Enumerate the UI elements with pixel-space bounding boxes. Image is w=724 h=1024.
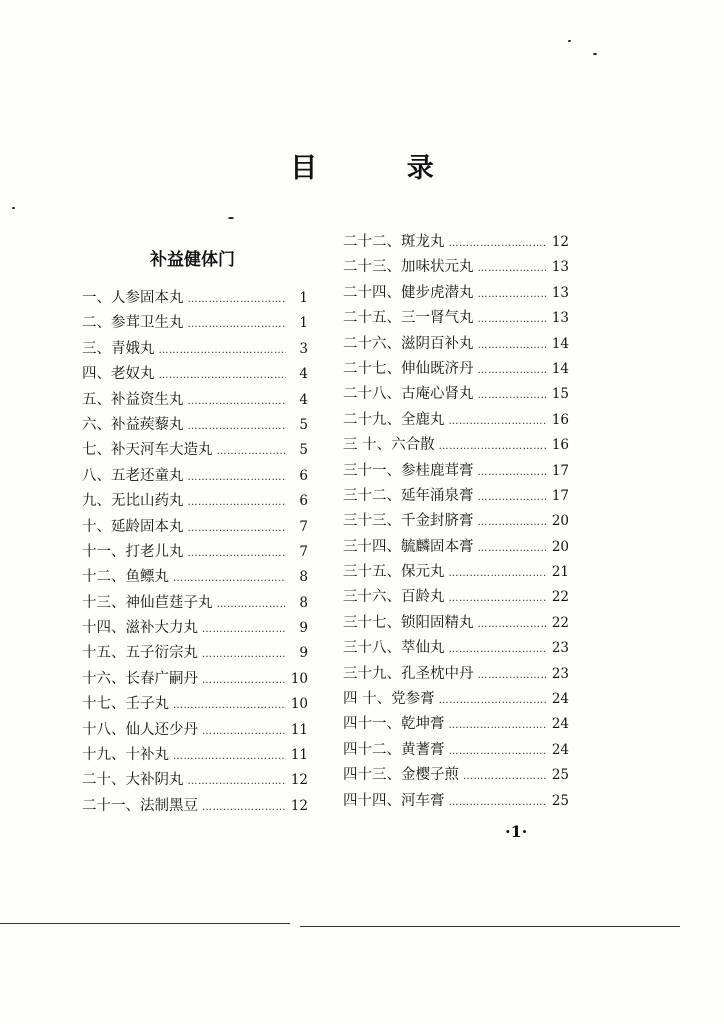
- toc-entry-title: 补益资生丸: [111, 391, 184, 408]
- toc-entry: [82, 540, 308, 565]
- toc-entry-page: 14: [551, 360, 569, 377]
- toc-entry-page: 10: [290, 696, 308, 713]
- toc-entry: [343, 306, 569, 331]
- toc-right-column: [343, 230, 569, 814]
- toc-entry: [82, 337, 308, 362]
- toc-entry-page: 25: [551, 792, 569, 809]
- toc-entry-title: 滋补大力丸: [125, 620, 198, 637]
- toc-entry: [82, 286, 308, 311]
- toc-entry: [343, 738, 569, 763]
- toc-entry-page: 20: [551, 538, 569, 555]
- toc-entry-title: 黄蓍膏: [401, 741, 445, 758]
- toc-entry: [82, 388, 308, 413]
- toc-entry-page: 12: [290, 772, 308, 789]
- toc-entry: [343, 535, 569, 560]
- dot-leader: [478, 340, 548, 351]
- toc-entry-title: 毓麟固本膏: [401, 538, 474, 555]
- toc-entry-number: 十八、: [82, 721, 126, 738]
- section-heading: 补益健体门: [150, 250, 235, 270]
- dot-leader: [217, 446, 287, 457]
- toc-entry-title: 鱼鳔丸: [125, 569, 169, 586]
- toc-entry: [343, 332, 569, 357]
- toc-entry-title: 打老儿丸: [125, 543, 184, 560]
- toc-entry-title: 大补阴丸: [125, 772, 184, 789]
- toc-entry-page: 6: [299, 467, 308, 484]
- toc-entry-title: 神仙苣莛子丸: [125, 594, 213, 611]
- toc-entry: [343, 585, 569, 610]
- toc-entry-page: 6: [299, 493, 308, 510]
- toc-entry-number: 七、: [82, 442, 111, 459]
- toc-entry-number: 十七、: [82, 696, 126, 713]
- toc-entry-number: 二十四、: [343, 284, 401, 301]
- toc-entry-page: 23: [551, 665, 569, 682]
- toc-entry-title: 延龄固本丸: [111, 518, 184, 535]
- toc-entry-page: 22: [551, 614, 569, 631]
- toc-entry-page: 9: [299, 645, 308, 662]
- dot-leader: [159, 370, 287, 381]
- toc-entry-number: 十一、: [82, 543, 126, 560]
- toc-entry-page: 16: [551, 437, 569, 454]
- toc-entry-title: 人参固本丸: [111, 290, 184, 306]
- toc-entry-number: 十三、: [82, 594, 126, 611]
- toc-entry-page: 8: [299, 594, 308, 611]
- toc-entry: [82, 362, 308, 387]
- scan-speck: [593, 53, 597, 55]
- toc-entry: [343, 712, 569, 737]
- dot-leader: [439, 441, 547, 452]
- toc-entry-title: 五子衍宗丸: [125, 645, 198, 662]
- toc-entry: [343, 662, 569, 687]
- toc-entry-number: 十、: [82, 518, 111, 535]
- toc-entry-page: 5: [299, 416, 308, 433]
- toc-entry-number: 四、: [82, 366, 111, 383]
- toc-entry: [82, 616, 308, 641]
- toc-entry-number: 一、: [82, 290, 111, 306]
- toc-entry-number: 四十一、: [343, 716, 401, 733]
- toc-entry-title: 补天河车大造丸: [111, 442, 213, 459]
- toc-entry: [343, 433, 569, 458]
- toc-entry-number: 五、: [82, 391, 111, 408]
- scan-rule-line: [0, 923, 290, 924]
- scan-rule-line: [300, 926, 680, 927]
- dot-leader: [202, 624, 286, 635]
- dot-leader: [478, 314, 548, 325]
- toc-entry-title: 无比山药丸: [111, 493, 184, 510]
- toc-entry-number: 四十二、: [343, 741, 401, 758]
- toc-entry: [343, 255, 569, 280]
- toc-entry-number: 九、: [82, 493, 111, 510]
- toc-entry: [343, 611, 569, 636]
- toc-entry-number: 三十五、: [343, 564, 401, 581]
- toc-entry: [82, 743, 308, 768]
- toc-entry-page: 12: [290, 797, 308, 814]
- dot-leader: [449, 720, 548, 731]
- toc-entry-page: 1: [299, 315, 308, 332]
- toc-entry-number: 三十一、: [343, 462, 401, 479]
- toc-entry-title: 六合散: [391, 437, 435, 454]
- toc-entry-title: 伸仙既济丹: [401, 360, 474, 377]
- toc-entry-number: 四十四、: [343, 792, 401, 809]
- toc-entry-number: 六、: [82, 416, 111, 433]
- dot-leader: [449, 593, 548, 604]
- toc-entry: [82, 667, 308, 692]
- toc-entry-title: 法制黑豆: [140, 797, 198, 814]
- toc-entry-title: 金樱子煎: [401, 767, 459, 784]
- dot-leader: [478, 467, 548, 478]
- toc-entry: [82, 641, 308, 666]
- toc-entry-title: 参桂鹿茸膏: [401, 462, 474, 479]
- scan-speck: [568, 40, 571, 42]
- dot-leader: [188, 523, 287, 534]
- toc-entry-page: 8: [299, 569, 308, 586]
- toc-entry: [343, 636, 569, 661]
- toc-entry-page: 24: [551, 741, 569, 758]
- toc-entry-page: 13: [551, 284, 569, 301]
- toc-entry-title: 萃仙丸: [401, 640, 445, 657]
- toc-entry-number: 二十三、: [343, 259, 401, 276]
- toc-entry-number: 二十一、: [82, 797, 140, 814]
- toc-entry-number: 三十八、: [343, 640, 401, 657]
- toc-entry-page: 3: [299, 340, 308, 357]
- dot-leader: [173, 751, 286, 762]
- dot-leader: [449, 746, 548, 757]
- dot-leader: [159, 345, 287, 356]
- toc-entry-title: 老奴丸: [111, 366, 155, 383]
- toc-entry-number: 二十二、: [343, 234, 401, 250]
- scan-speck: [228, 217, 234, 219]
- dot-leader: [188, 319, 287, 330]
- toc-entry-page: 14: [551, 335, 569, 352]
- dot-leader: [449, 568, 548, 579]
- scan-speck: [12, 207, 15, 209]
- toc-entry-number: 十二、: [82, 569, 126, 586]
- toc-entry-number: 三十三、: [343, 513, 401, 530]
- toc-entry-number: 十五、: [82, 645, 126, 662]
- toc-entry: [343, 382, 569, 407]
- toc-entry-page: 15: [551, 386, 569, 403]
- toc-entry: [343, 789, 569, 814]
- toc-entry-title: 保元丸: [401, 564, 445, 581]
- toc-entry-number: 三 十、: [343, 437, 392, 454]
- toc-entry-title: 补益蒺藜丸: [111, 416, 184, 433]
- toc-entry: [343, 230, 569, 255]
- toc-entry-title: 加味状元丸: [401, 259, 474, 276]
- dot-leader: [449, 416, 548, 427]
- dot-leader: [202, 675, 286, 686]
- toc-entry: [343, 560, 569, 585]
- toc-entry-number: 三十七、: [343, 614, 401, 631]
- toc-entry: [343, 687, 569, 712]
- dot-leader: [478, 543, 548, 554]
- toc-entry-title: 滋阴百补丸: [401, 335, 474, 352]
- dot-leader: [188, 396, 287, 407]
- dot-leader: [449, 644, 548, 655]
- toc-entry-number: 十四、: [82, 620, 126, 637]
- dot-leader: [217, 599, 287, 610]
- toc-entry-title: 千金封脐膏: [401, 513, 474, 530]
- toc-entry-title: 健步虎潜丸: [401, 284, 474, 301]
- dot-leader: [478, 365, 548, 376]
- toc-entry-page: 7: [299, 518, 308, 535]
- dot-leader: [173, 573, 286, 584]
- toc-entry-number: 四十三、: [343, 767, 401, 784]
- toc-entry-title: 仙人还少丹: [125, 721, 198, 738]
- toc-entry: [343, 281, 569, 306]
- dot-leader: [478, 263, 548, 274]
- toc-entry-number: 三十四、: [343, 538, 401, 555]
- toc-entry-number: 八、: [82, 467, 111, 484]
- toc-entry-page: 16: [551, 411, 569, 428]
- toc-entry-page: 24: [551, 691, 569, 708]
- toc-entry-page: 11: [290, 747, 308, 764]
- toc-entry-page: 23: [551, 640, 569, 657]
- dot-leader: [173, 700, 286, 711]
- dot-leader: [188, 776, 287, 787]
- toc-entry-number: 二十、: [82, 772, 126, 789]
- toc-left-column: [82, 286, 308, 819]
- toc-entry: [82, 692, 308, 717]
- toc-entry-number: 三十二、: [343, 487, 401, 504]
- dot-leader: [188, 472, 287, 483]
- toc-entry-page: 17: [551, 487, 569, 504]
- dot-leader: [188, 294, 287, 305]
- toc-entry-title: 参茸卫生丸: [111, 315, 184, 332]
- toc-entry: [343, 763, 569, 788]
- toc-entry-number: 二十五、: [343, 310, 401, 327]
- toc-entry-number: 三十六、: [343, 589, 401, 606]
- dot-leader: [449, 238, 548, 249]
- toc-entry: [343, 509, 569, 534]
- toc-entry: [82, 794, 308, 819]
- dot-leader: [478, 619, 548, 630]
- toc-entry-number: 十九、: [82, 747, 126, 764]
- toc-entry-title: 孔圣枕中丹: [401, 665, 474, 682]
- toc-entry-page: 17: [551, 462, 569, 479]
- toc-entry-page: 21: [551, 564, 569, 581]
- dot-leader: [439, 695, 547, 706]
- dot-leader: [202, 649, 286, 660]
- toc-entry-number: 十六、: [82, 670, 126, 687]
- toc-entry: [82, 464, 308, 489]
- toc-entry: [82, 565, 308, 590]
- toc-entry-title: 延年涌泉膏: [401, 487, 474, 504]
- dot-leader: [202, 802, 286, 813]
- toc-entry-page: 9: [299, 620, 308, 637]
- toc-entry-title: 十补丸: [125, 747, 169, 764]
- toc-entry-page: 22: [551, 589, 569, 606]
- toc-entry-page: 25: [551, 767, 569, 784]
- toc-entry-title: 长春广嗣丹: [125, 670, 198, 687]
- toc-entry-number: 二十七、: [343, 360, 401, 377]
- toc-entry: [343, 484, 569, 509]
- toc-entry-page: 4: [299, 391, 308, 408]
- toc-entry-page: 20: [551, 513, 569, 530]
- dot-leader: [463, 771, 547, 782]
- dot-leader: [202, 726, 286, 737]
- toc-entry-title: 三一肾气丸: [401, 310, 474, 327]
- toc-entry: [82, 438, 308, 463]
- toc-entry-page: 12: [551, 234, 569, 250]
- dot-leader: [188, 497, 287, 508]
- toc-entry-number: 二、: [82, 315, 111, 332]
- toc-entry-title: 百龄丸: [401, 589, 445, 606]
- toc-entry-number: 三、: [82, 340, 111, 357]
- toc-entry-title: 全鹿丸: [401, 411, 445, 428]
- dot-leader: [188, 421, 287, 432]
- toc-entry-number: 四 十、: [343, 691, 392, 708]
- page-title: 目 录: [290, 153, 474, 184]
- toc-entry-page: 4: [299, 366, 308, 383]
- toc-entry: [82, 311, 308, 336]
- toc-entry: [82, 413, 308, 438]
- toc-entry-page: 7: [299, 543, 308, 560]
- dot-leader: [478, 289, 548, 300]
- toc-entry-page: 1: [299, 290, 308, 306]
- toc-entry-page: 10: [290, 670, 308, 687]
- toc-entry-page: 13: [551, 259, 569, 276]
- toc-entry-number: 三十九、: [343, 665, 401, 682]
- toc-entry-page: 24: [551, 716, 569, 733]
- dot-leader: [478, 517, 548, 528]
- toc-entry: [343, 357, 569, 382]
- toc-entry-number: 二十六、: [343, 335, 401, 352]
- dot-leader: [449, 797, 548, 808]
- toc-entry: [82, 718, 308, 743]
- toc-entry-page: 5: [299, 442, 308, 459]
- page-number: ·1·: [505, 822, 528, 841]
- toc-entry-title: 党参膏: [391, 691, 435, 708]
- toc-entry: [82, 768, 308, 793]
- dot-leader: [188, 548, 287, 559]
- toc-entry: [82, 515, 308, 540]
- toc-entry-title: 河车膏: [401, 792, 445, 809]
- dot-leader: [478, 492, 548, 503]
- toc-entry-title: 斑龙丸: [401, 234, 445, 250]
- dot-leader: [478, 670, 548, 681]
- toc-entry-page: 13: [551, 310, 569, 327]
- toc-entry-title: 五老还童丸: [111, 467, 184, 484]
- toc-entry: [82, 591, 308, 616]
- toc-entry-title: 壬子丸: [125, 696, 169, 713]
- toc-entry-title: 锁阳固精丸: [401, 614, 474, 631]
- toc-entry-number: 二十九、: [343, 411, 401, 428]
- toc-entry-title: 青娥丸: [111, 340, 155, 357]
- toc-entry-title: 乾坤膏: [401, 716, 445, 733]
- toc-entry: [343, 459, 569, 484]
- toc-entry-number: 二十八、: [343, 386, 401, 403]
- toc-entry-page: 11: [290, 721, 308, 738]
- toc-entry-title: 古庵心肾丸: [401, 386, 474, 403]
- toc-entry: [82, 489, 308, 514]
- toc-entry: [343, 408, 569, 433]
- dot-leader: [478, 390, 548, 401]
